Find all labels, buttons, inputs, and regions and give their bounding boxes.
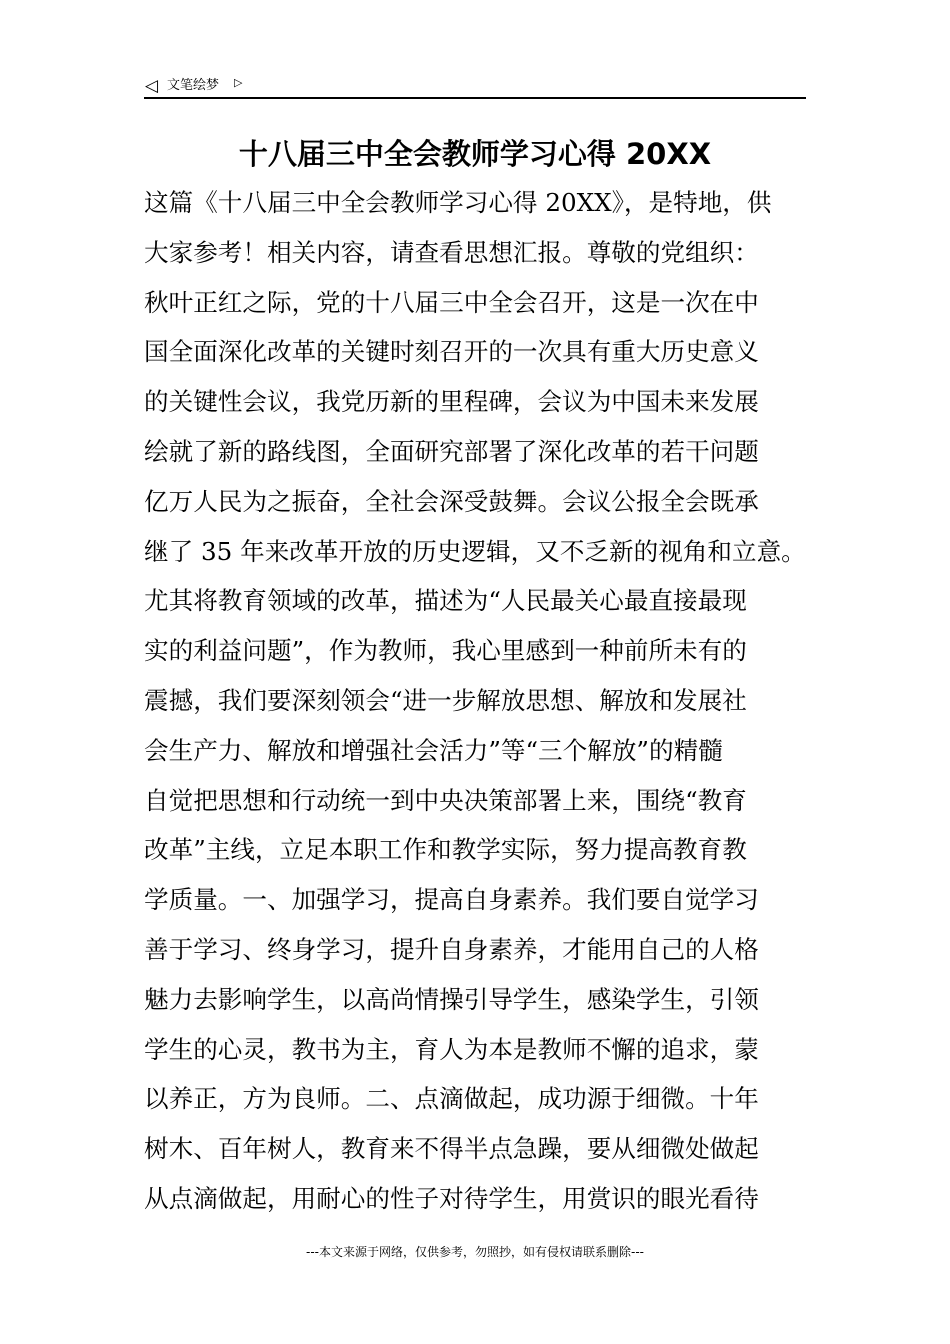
body-line: 继了 35 年来改革开放的历史逻辑，又不乏新的视角和立意。: [144, 536, 806, 566]
body-line: 学生的心灵，教书为主，育人为本是教师不懈的追求，蒙: [144, 1034, 759, 1064]
body-line: 尤其将教育领域的改革，描述为“人民最关心最直接最现: [144, 586, 747, 616]
body-line: 学质量。一、加强学习，提高自身素养。我们要自觉学习: [144, 885, 759, 915]
body-line: 自觉把思想和行动统一到中央决策部署上来，围绕“教育: [144, 785, 747, 815]
body-line: 树木、百年树人，教育来不得半点急躁，要从细微处做起: [144, 1134, 759, 1164]
document-body: [144, 178, 812, 1224]
body-line: 大家参考！相关内容，请查看思想汇报。尊敬的党组织：: [144, 237, 759, 267]
body-line: 震撼，我们要深刻领会“进一步解放思想、解放和发展社: [144, 685, 747, 715]
header-text: 文笔绘梦: [167, 78, 220, 93]
body-line: 秋叶正红之际，党的十八届三中全会召开，这是一次在中: [144, 287, 759, 317]
body-line: 绘就了新的路线图，全面研究部署了深化改革的若干问题: [144, 436, 759, 466]
page-header: [144, 74, 806, 98]
body-line: 善于学习、终身学习，提升自身素养，才能用自己的人格: [144, 934, 759, 964]
body-line: 的关键性会议，我党历新的里程碑，会议为中国未来发展: [144, 387, 759, 417]
body-line: 从点滴做起，用耐心的性子对待学生，用赏识的眼光看待: [144, 1183, 759, 1213]
header-rule: [144, 97, 806, 99]
body-line: 国全面深化改革的关键时刻召开的一次具有重大历史意义: [144, 337, 759, 367]
footer-disclaimer: ---本文来源于网络，仅供参考，勿照抄，如有侵权请联系删除---: [306, 1245, 644, 1259]
left-triangle-icon: ◁: [145, 76, 159, 96]
body-line: 魅力去影响学生，以高尚情操引导学生，感染学生，引领: [144, 984, 759, 1014]
body-line: 亿万人民为之振奋，全社会深受鼓舞。会议公报全会既承: [144, 486, 759, 516]
body-line: 改革”主线，立足本职工作和教学实际，努力提高教育教: [144, 835, 747, 865]
right-triangle-icon: ▷: [234, 76, 243, 89]
document-title: 十八届三中全会教师学习心得 20XX: [238, 137, 712, 171]
body-line: 实的利益问题”，作为教师，我心里感到一种前所未有的: [144, 636, 747, 666]
body-line: 以养正，方为良师。二、点滴做起，成功源于细微。十年: [144, 1084, 759, 1114]
body-line: 这篇《十八届三中全会教师学习心得 20XX》，是特地，供: [144, 188, 772, 217]
body-line: 会生产力、解放和增强社会活力”等“三个解放”的精髓: [144, 735, 723, 765]
